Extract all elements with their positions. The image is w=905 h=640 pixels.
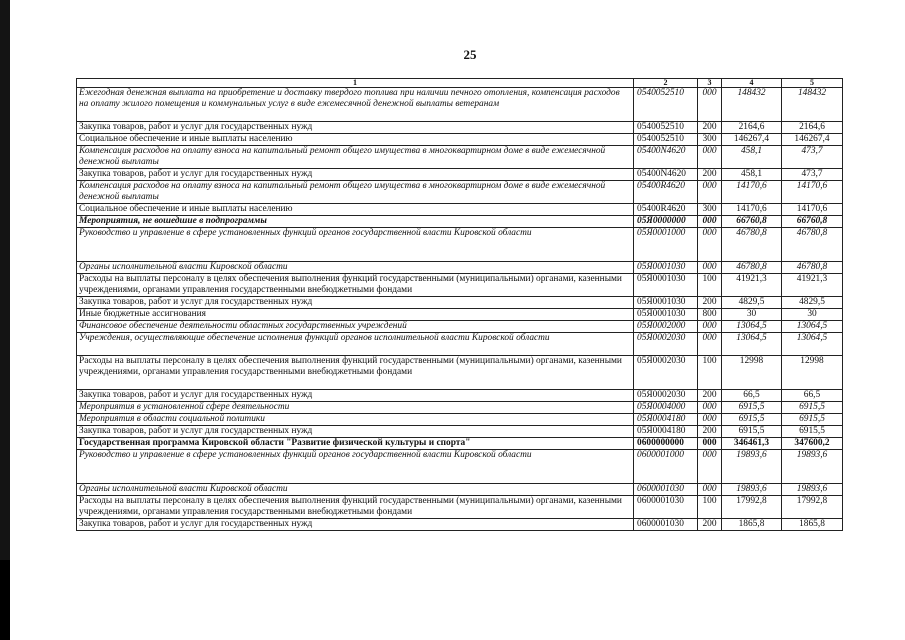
table-row — [77, 146, 843, 169]
row-code-cell: 05Я0002030 — [634, 356, 698, 390]
row-code-cell: 05Я0002030 — [634, 390, 698, 402]
row-expense-type-cell: 200 — [698, 426, 722, 438]
table-row — [77, 122, 843, 134]
row-amount-year1-cell: 19893,6 — [722, 484, 782, 496]
table-row — [77, 414, 843, 426]
row-amount-year2-cell: 473,7 — [782, 169, 843, 181]
row-amount-year2-cell: 66,5 — [782, 390, 843, 402]
row-amount-year2-cell: 6915,5 — [782, 426, 843, 438]
table-row — [77, 438, 843, 450]
row-name-cell: Иные бюджетные ассигнования — [77, 309, 634, 321]
row-expense-type-cell: 000 — [698, 216, 722, 228]
table-row — [77, 134, 843, 146]
row-name-cell: Закупка товаров, работ и услуг для государственных нужд — [77, 297, 634, 309]
row-code-cell: 0600001030 — [634, 484, 698, 496]
table-row — [77, 181, 843, 204]
row-name-cell: Социальное обеспечение и иные выплаты населению — [77, 204, 634, 216]
row-expense-type-cell: 000 — [698, 88, 722, 122]
row-expense-type-cell: 200 — [698, 297, 722, 309]
table-header-row — [77, 79, 843, 88]
table-row — [77, 402, 843, 414]
row-amount-year2-cell: 17992,8 — [782, 496, 843, 519]
row-name-cell: Компенсация расходов на оплату взноса на капитальный ремонт общего имущества в многоквартирном доме в виде ежемесячной денежной выплаты — [77, 146, 634, 169]
row-amount-year1-cell: 4829,5 — [722, 297, 782, 309]
row-amount-year1-cell: 30 — [722, 309, 782, 321]
row-amount-year1-cell: 46780,8 — [722, 262, 782, 274]
table-row — [77, 426, 843, 438]
row-amount-year2-cell: 6915,5 — [782, 402, 843, 414]
row-amount-year2-cell: 473,7 — [782, 146, 843, 169]
table-row — [77, 450, 843, 484]
row-amount-year2-cell: 19893,6 — [782, 484, 843, 496]
row-expense-type-cell: 200 — [698, 519, 722, 531]
row-name-cell: Мероприятия, не вошедшие в подпрограммы — [77, 216, 634, 228]
row-amount-year1-cell: 19893,6 — [722, 450, 782, 484]
row-name-cell: Государственная программа Кировской области "Развитие физической культуры и спорта" — [77, 438, 634, 450]
row-expense-type-cell: 000 — [698, 484, 722, 496]
row-expense-type-cell: 000 — [698, 321, 722, 333]
row-amount-year1-cell: 6915,5 — [722, 414, 782, 426]
row-code-cell: 05Я0002030 — [634, 333, 698, 356]
row-code-cell: 05400R4620 — [634, 181, 698, 204]
row-amount-year2-cell: 66760,8 — [782, 216, 843, 228]
row-expense-type-cell: 000 — [698, 262, 722, 274]
row-amount-year2-cell: 2164,6 — [782, 122, 843, 134]
table-row — [77, 88, 843, 122]
row-name-cell: Финансовое обеспечение деятельности областных государственных учреждений — [77, 321, 634, 333]
row-amount-year1-cell: 6915,5 — [722, 402, 782, 414]
row-expense-type-cell: 100 — [698, 356, 722, 390]
row-amount-year1-cell: 12998 — [722, 356, 782, 390]
row-code-cell: 05Я0004180 — [634, 414, 698, 426]
row-amount-year1-cell: 13064,5 — [722, 321, 782, 333]
table-row — [77, 356, 843, 390]
row-expense-type-cell: 000 — [698, 228, 722, 262]
row-expense-type-cell: 800 — [698, 309, 722, 321]
row-amount-year1-cell: 13064,5 — [722, 333, 782, 356]
header-col-5: 5 — [782, 79, 843, 88]
row-amount-year2-cell: 19893,6 — [782, 450, 843, 484]
row-amount-year2-cell: 30 — [782, 309, 843, 321]
row-amount-year1-cell: 66,5 — [722, 390, 782, 402]
row-expense-type-cell: 200 — [698, 122, 722, 134]
table-row — [77, 496, 843, 519]
row-amount-year2-cell: 46780,8 — [782, 228, 843, 262]
row-amount-year1-cell: 346461,3 — [722, 438, 782, 450]
row-name-cell: Закупка товаров, работ и услуг для государственных нужд — [77, 519, 634, 531]
row-name-cell: Органы исполнительной власти Кировской области — [77, 484, 634, 496]
row-code-cell: 05400R4620 — [634, 204, 698, 216]
row-code-cell: 05Я0001030 — [634, 262, 698, 274]
row-expense-type-cell: 000 — [698, 438, 722, 450]
row-amount-year2-cell: 46780,8 — [782, 262, 843, 274]
table-row — [77, 262, 843, 274]
row-name-cell: Расходы на выплаты персоналу в целях обеспечения выполнения функций государственными (муниципальными) органами, казенными учреждениями, органами управления государственными внебюджетными фондами — [77, 274, 634, 297]
row-name-cell: Мероприятия в установленной сфере деятельности — [77, 402, 634, 414]
table-row — [77, 309, 843, 321]
row-name-cell: Социальное обеспечение и иные выплаты населению — [77, 134, 634, 146]
row-code-cell: 05Я0002000 — [634, 321, 698, 333]
budget-table — [76, 78, 843, 531]
row-amount-year1-cell: 146267,4 — [722, 134, 782, 146]
row-expense-type-cell: 100 — [698, 274, 722, 297]
row-code-cell: 0600001030 — [634, 519, 698, 531]
row-code-cell: 05Я0004180 — [634, 426, 698, 438]
row-amount-year2-cell: 13064,5 — [782, 321, 843, 333]
table-row — [77, 228, 843, 262]
row-expense-type-cell: 200 — [698, 390, 722, 402]
row-code-cell: 0540052510 — [634, 134, 698, 146]
row-expense-type-cell: 000 — [698, 414, 722, 426]
row-name-cell: Расходы на выплаты персоналу в целях обеспечения выполнения функций государственными (муниципальными) органами, казенными учреждениями, органами управления государственными внебюджетными фондами — [77, 356, 634, 390]
row-amount-year1-cell: 41921,3 — [722, 274, 782, 297]
row-amount-year1-cell: 66760,8 — [722, 216, 782, 228]
table-row — [77, 333, 843, 356]
page-number: 25 — [463, 47, 477, 62]
row-amount-year1-cell: 6915,5 — [722, 426, 782, 438]
row-amount-year2-cell: 14170,6 — [782, 204, 843, 216]
row-amount-year2-cell: 1865,8 — [782, 519, 843, 531]
row-code-cell: 05Я0001000 — [634, 228, 698, 262]
row-amount-year2-cell: 146267,4 — [782, 134, 843, 146]
table-row — [77, 390, 843, 402]
table-row — [77, 216, 843, 228]
header-col-1: 1 — [77, 79, 634, 88]
row-amount-year2-cell: 41921,3 — [782, 274, 843, 297]
row-name-cell: Расходы на выплаты персоналу в целях обеспечения выполнения функций государственными (муниципальными) органами, казенными учреждениями, органами управления государственными внебюджетными фондами — [77, 496, 634, 519]
row-name-cell: Закупка товаров, работ и услуг для государственных нужд — [77, 426, 634, 438]
row-amount-year2-cell: 13064,5 — [782, 333, 843, 356]
table-row — [77, 297, 843, 309]
row-expense-type-cell: 300 — [698, 134, 722, 146]
table-row — [77, 321, 843, 333]
table-row — [77, 274, 843, 297]
row-code-cell: 05Я0001030 — [634, 309, 698, 321]
row-amount-year2-cell: 347600,2 — [782, 438, 843, 450]
row-expense-type-cell: 100 — [698, 496, 722, 519]
row-name-cell: Закупка товаров, работ и услуг для государственных нужд — [77, 122, 634, 134]
row-amount-year2-cell: 12998 — [782, 356, 843, 390]
row-code-cell: 0540052510 — [634, 88, 698, 122]
row-amount-year2-cell: 14170,6 — [782, 181, 843, 204]
scan-edge-shadow — [0, 0, 10, 640]
row-name-cell: Руководство и управление в сфере установленных функций органов государственной власти Кировской области — [77, 228, 634, 262]
table-row — [77, 484, 843, 496]
row-name-cell: Компенсация расходов на оплату взноса на капитальный ремонт общего имущества в многоквартирном доме в виде ежемесячной денежной выплаты — [77, 181, 634, 204]
row-amount-year2-cell: 148432 — [782, 88, 843, 122]
scan-edge-shadow-bottom — [0, 560, 10, 640]
row-code-cell: 05400N4620 — [634, 169, 698, 181]
row-expense-type-cell: 200 — [698, 169, 722, 181]
row-amount-year2-cell: 4829,5 — [782, 297, 843, 309]
row-expense-type-cell: 000 — [698, 333, 722, 356]
row-code-cell: 0600001000 — [634, 450, 698, 484]
row-name-cell: Ежегодная денежная выплата на приобретение и доставку твердого топлива при наличии печного отопления, компенсация расходов на оплату жилого помещения и коммунальных услуг в виде ежемесячной денежной выплаты ветеранам — [77, 88, 634, 122]
row-name-cell: Закупка товаров, работ и услуг для государственных нужд — [77, 169, 634, 181]
row-code-cell: 0540052510 — [634, 122, 698, 134]
row-expense-type-cell: 300 — [698, 204, 722, 216]
row-code-cell: 05Я0004000 — [634, 402, 698, 414]
row-name-cell: Органы исполнительной власти Кировской области — [77, 262, 634, 274]
row-expense-type-cell: 000 — [698, 450, 722, 484]
header-col-2: 2 — [634, 79, 698, 88]
row-amount-year1-cell: 46780,8 — [722, 228, 782, 262]
table-row — [77, 169, 843, 181]
row-amount-year1-cell: 14170,6 — [722, 204, 782, 216]
row-code-cell: 05400N4620 — [634, 146, 698, 169]
row-name-cell: Мероприятия в области социальной политики — [77, 414, 634, 426]
row-name-cell: Руководство и управление в сфере установленных функций органов государственной власти Кировской области — [77, 450, 634, 484]
row-amount-year1-cell: 14170,6 — [722, 181, 782, 204]
row-amount-year1-cell: 2164,6 — [722, 122, 782, 134]
row-code-cell: 05Я0000000 — [634, 216, 698, 228]
row-expense-type-cell: 000 — [698, 146, 722, 169]
header-col-3: 3 — [698, 79, 722, 88]
table-row — [77, 519, 843, 531]
row-code-cell: 0600000000 — [634, 438, 698, 450]
table-row — [77, 204, 843, 216]
row-amount-year1-cell: 458,1 — [722, 169, 782, 181]
row-name-cell: Учреждения, осуществляющие обеспечение исполнения функций органов исполнительной власти Кировской области — [77, 333, 634, 356]
row-code-cell: 05Я0001030 — [634, 297, 698, 309]
row-amount-year1-cell: 17992,8 — [722, 496, 782, 519]
row-expense-type-cell: 000 — [698, 181, 722, 204]
row-name-cell: Закупка товаров, работ и услуг для государственных нужд — [77, 390, 634, 402]
row-amount-year1-cell: 148432 — [722, 88, 782, 122]
row-expense-type-cell: 000 — [698, 402, 722, 414]
row-amount-year1-cell: 458,1 — [722, 146, 782, 169]
header-col-4: 4 — [722, 79, 782, 88]
row-code-cell: 05Я0001030 — [634, 274, 698, 297]
row-code-cell: 0600001030 — [634, 496, 698, 519]
row-amount-year1-cell: 1865,8 — [722, 519, 782, 531]
row-amount-year2-cell: 6915,5 — [782, 414, 843, 426]
